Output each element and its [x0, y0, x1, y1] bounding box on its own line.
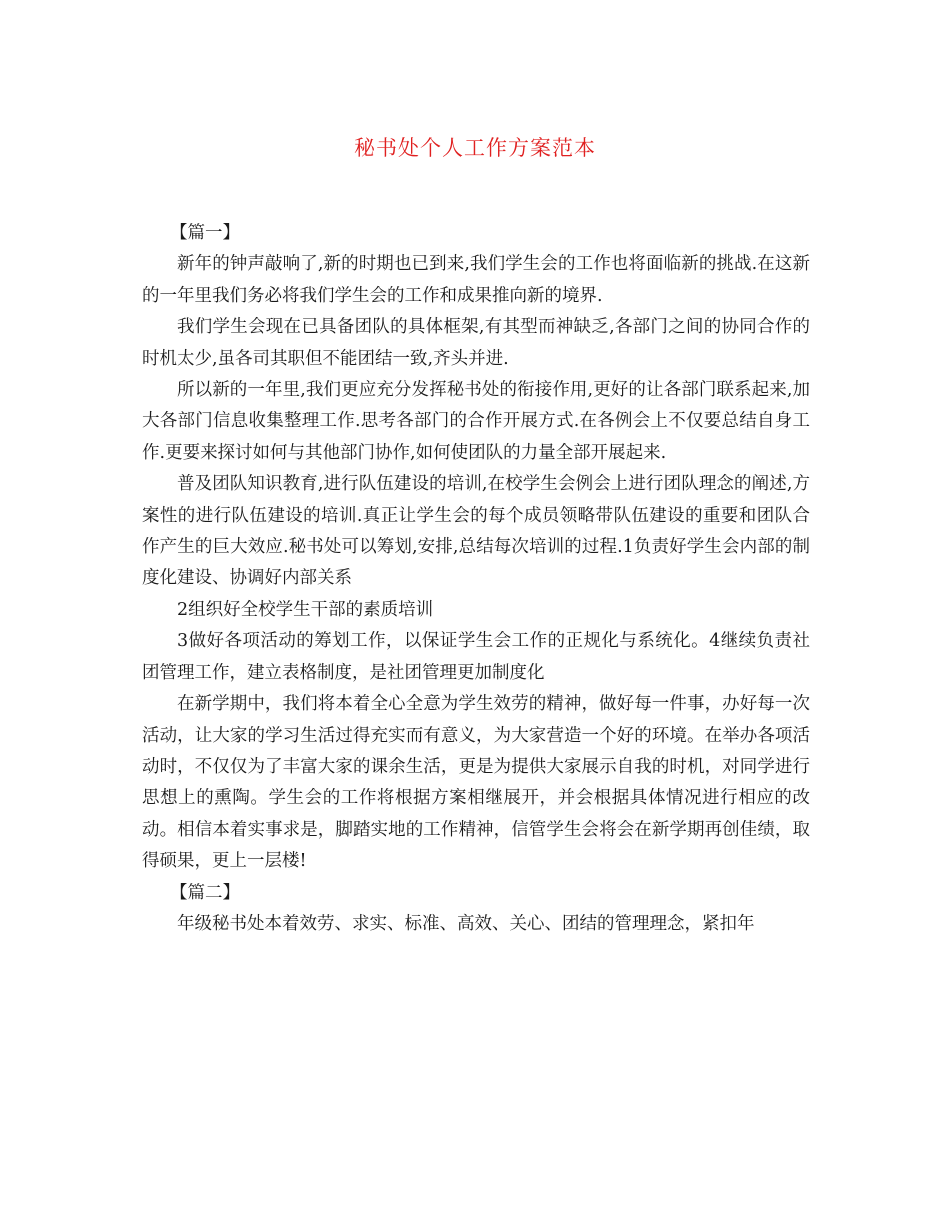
paragraph: 所以新的一年里,我们更应充分发挥秘书处的衔接作用,更好的让各部门联系起来,加大各部门信息收集整理工作.思考各部门的合作开展方式.在各例会上不仅要总结自身工作.更要来探讨如何与其他部门协作,如何使团队的力量全部开展起来.: [142, 380, 810, 463]
section-heading: 【篇二】: [170, 882, 240, 903]
paragraph: 2组织好全校学生干部的素质培训: [177, 599, 434, 620]
paragraph: 年级秘书处本着效劳、求实、标准、高效、关心、团结的管理理念，紧扣年: [177, 913, 755, 934]
paragraph: 新年的钟声敲响了,新的时期也已到来,我们学生会的工作也将面临新的挑战.在这新的一年里我们务必将我们学生会的工作和成果推向新的境界.: [142, 254, 810, 306]
paragraph: 在新学期中，我们将本着全心全意为学生效劳的精神，做好每一件事，办好每一次活动，让大家的学习生活过得充实而有意义，为大家营造一个好的环境。在举办各项活动时，不仅仅为了丰富大家的课余生活，更是为提供大家展示自我的时机，对同学进行思想上的熏陶。学生会的工作将根据方案相继展开，并会根据具体情况进行相应的改动。相信本着实事求是，脚踏实地的工作精神，信管学生会将会在新学期再创佳绩，取得硕果，更上一层楼!: [142, 694, 810, 872]
paragraph: 3做好各项活动的筹划工作，以保证学生会工作的正规化与系统化。4继续负责社团管理工作，建立表格制度，是社团管理更加制度化: [142, 631, 810, 683]
section-heading: 【篇一】: [170, 223, 240, 243]
paragraph: 普及团队知识教育,进行队伍建设的培训,在校学生会例会上进行团队理念的阐述,方案性的进行队伍建设的培训.真正让学生会的每个成员领略带队伍建设的重要和团队合作产生的巨大效应.秘书处可以筹划,安排,总结每次培训的过程.1负责好学生会内部的制度化建设、协调好内部关系: [142, 474, 810, 589]
paragraph: 我们学生会现在已具备团队的具体框架,有其型而神缺乏,各部门之间的协同合作的时机太少,虽各司其职但不能团结一致,齐头并进.: [142, 317, 810, 369]
document-title: 秘书处个人工作方案范本: [354, 136, 596, 160]
document-body: [142, 218, 810, 940]
